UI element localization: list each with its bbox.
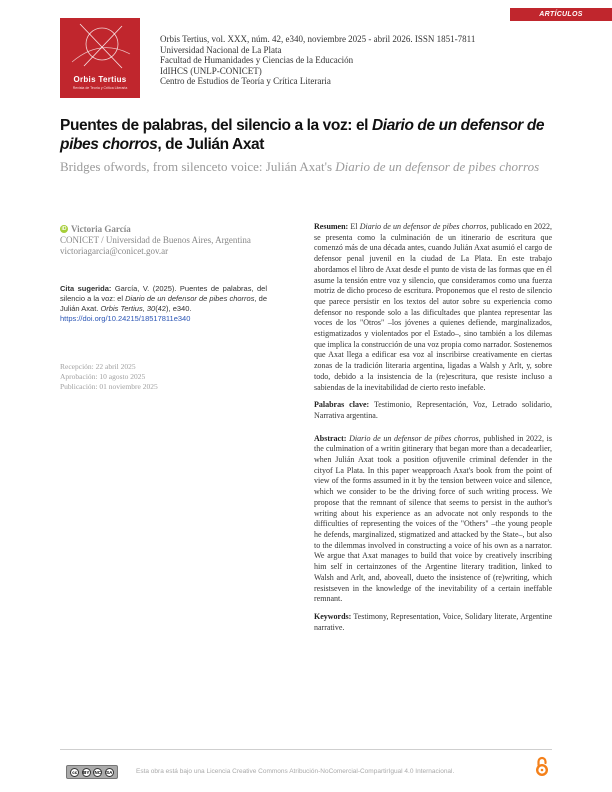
abstract-es: [314, 222, 552, 393]
abstract-en-italic: Diario de un defensor de pibes chorros: [346, 433, 479, 443]
journal-line: Orbis Tertius, vol. XXX, núm. 42, e340, noviembre 2025 - abril 2026. ISSN 1851-7811: [160, 34, 476, 44]
journal-line: Universidad Nacional de La Plata: [160, 44, 282, 55]
section-tag: ARTÍCULOS: [510, 8, 612, 21]
published-date: Publicación: 01 noviembre 2025: [60, 382, 158, 391]
logo-subtitle: Revista de Teoría y Crítica Literaria: [72, 86, 128, 90]
abstract-column: [314, 222, 552, 640]
suggested-citation: [60, 284, 267, 324]
journal-line: IdIHCS (UNLP-CONICET): [160, 65, 262, 76]
abstract-es-text: , publicado en 2022, se presenta como la culminación de un itinerario de escritura que comenzó más de una década antes, cuando Julián Axat asumió el cargo de defensor penal juvenil en la ciudad de La Plata. En este trabajo abordamos el libro de Axat desde el punto de vista de las formas que en él asume la tensión entre voz y silencio, que consideramos como una fuerza motriz de dicho proceso de escritura. Proponemos que el resto de silencio que parece persistir en los textos del autor sobre su experiencia como defensor no responde solo a las dificultades que plantea representar las voces de los "Otros" –los jóvenes a quienes defiende, marginalizados, estigmatizados y violentados por el Estado–, sino también a los dilemas que implica la construcción de una voz propia como narrador. Sostenemos que Axat llega a edificar esa voz al inscribirse creativamente en ciertas zonas de la tradición literaria argentina, ligadas a Walsh y Arlt, y, sobre todo, debido a la insistencia de la (re)escritura, que resiste incluso a sabiendas de la inevitabilidad de cierto resto inefable.: [314, 222, 553, 392]
keywords-en: [314, 612, 552, 633]
author-block: [60, 224, 300, 257]
cc-icon: cc: [72, 769, 78, 775]
title-es-italic: Diario de un defensor de pibes chorros: [60, 117, 545, 153]
keywords-es-text: Testimonio, Representación, Voz, Letrado solidario, Narrativa argentina.: [314, 400, 552, 420]
doi-link[interactable]: https://doi.org/10.24215/18517811e340: [60, 314, 191, 323]
orcid-icon[interactable]: iD: [61, 226, 67, 232]
citation-label: Cita sugerida:: [60, 284, 112, 293]
abstract-en-label: Abstract:: [314, 433, 347, 443]
author-name: Victoria García: [71, 224, 131, 234]
title-en-italic: Diario de un defensor de pibes chorros: [335, 159, 540, 174]
sa-icon: SA: [106, 769, 113, 775]
journal-logo: [60, 18, 140, 98]
author-email[interactable]: victoriagarcia@conicet.gov.ar: [60, 246, 169, 256]
journal-info: [160, 34, 475, 87]
open-access-icon: [535, 755, 549, 777]
author-affiliation: CONICET / Universidad de Buenos Aires, Argentina: [60, 235, 251, 245]
keywords-es-label: Palabras clave:: [314, 400, 370, 410]
title-spanish: [60, 116, 560, 154]
nc-icon: NC: [94, 769, 101, 775]
title-en-prefix: Bridges ofwords, from silenceto voice: Julián Axat's: [60, 159, 336, 174]
abstract-es-italic: Diario de un defensor de pibes chorros: [359, 222, 487, 231]
keywords-es: [314, 400, 552, 421]
abstract-es-pre: El: [348, 222, 360, 231]
title-english: [60, 158, 560, 175]
footer-divider: [60, 749, 552, 750]
keywords-en-label: Keywords:: [314, 611, 352, 621]
abstract-es-label: Resumen:: [314, 222, 349, 231]
title-es-prefix: Puentes de palabras, del silencio a la voz: el: [60, 117, 372, 134]
abstract-en: [314, 434, 552, 605]
approved-date: Aprobación: 10 agosto 2025: [60, 372, 146, 381]
citation-text: , de Julián Axat.: [60, 294, 267, 313]
citation-title: Diario de un defensor de pibes chorros: [125, 294, 255, 303]
keywords-en-text: Testimony, Representation, Voice, Solidary literate, Argentine narrative.: [314, 611, 552, 632]
license-text: Esta obra está bajo una Licencia Creative Commons Atribución-NoComercial-CompartirIgual 4.0 Internacional.: [136, 768, 455, 775]
citation-text: (42), e340.: [155, 304, 192, 313]
abstract-en-text: , published in 2022, is the culmination of a writin gitinerary that began more than a decadearlier, when Julián Axat took a position ofjuvenile criminal defender in the cityof La Plata. In this paper weapproach Axat's book from the point of view of the forms assumed in it by the tension between voice and silence, which we consider to be the driving force of such writing process. We propose that the remnant of silence that seems to persist in the author's writing about his experience as an advocate not only responds to the difficulties of representing the voices of the "Others" –the young people he defends, marginalized, stigmatized and attacked by the State–, but also to the dilemmas involved in constructing a voice of his own as a narrator. We argue that Axat manages to build that voice by creatively inscribing him self in certainzones of the Argentine literary tradition, linked to Walsh and Arlt, and, aboveall, dueto the insistence of (re)writing, which resistseven in the knowledge of the inevitability of a certain ineffable remnant.: [314, 433, 553, 604]
citation-text: García, V. (2025). Puentes de palabras, del silencio a la voz: el: [60, 284, 267, 303]
cc-license-badge[interactable]: [66, 765, 118, 779]
article-dates: [60, 362, 158, 392]
received-date: Recepción: 22 abril 2025: [60, 362, 136, 371]
title-es-suffix: , de Julián Axat: [157, 136, 265, 153]
citation-journal: Orbis Tertius, 30: [100, 304, 156, 313]
logo-name: Orbis Tertius: [73, 75, 127, 84]
by-icon: BY: [83, 769, 90, 775]
journal-line: Centro de Estudios de Teoría y Crítica Literaria: [160, 76, 331, 86]
journal-line: Facultad de Humanidades y Ciencias de la Educación: [160, 55, 354, 65]
